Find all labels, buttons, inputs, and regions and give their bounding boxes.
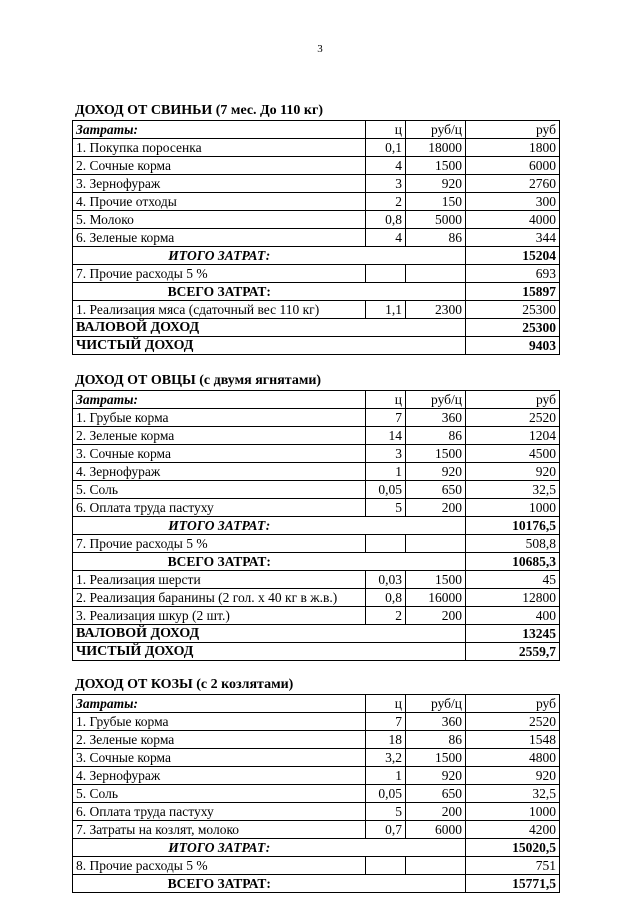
item-cell: 1. Реализация шерсти	[73, 571, 366, 589]
itogo-row	[73, 517, 560, 535]
table-row	[73, 499, 560, 517]
table-row	[73, 731, 560, 749]
header-sum-cell: руб	[466, 391, 560, 409]
vsego-row	[73, 283, 560, 301]
sheep-income-table	[72, 390, 560, 661]
sum-cell: 1000	[466, 499, 560, 517]
table-row	[73, 803, 560, 821]
bold-row	[73, 643, 560, 661]
price-cell	[406, 857, 466, 875]
item-cell: 4. Зернофураж	[73, 767, 366, 785]
quantity-cell: 3	[366, 445, 406, 463]
sum-cell: 9403	[466, 337, 560, 355]
sum-cell: 15204	[466, 247, 560, 265]
bold-row	[73, 319, 560, 337]
quantity-cell	[366, 839, 406, 857]
price-cell: 200	[406, 803, 466, 821]
sum-cell: 1800	[466, 139, 560, 157]
item-cell: 3. Зернофураж	[73, 175, 366, 193]
price-cell: 360	[406, 409, 466, 427]
page-number: 3	[317, 43, 323, 55]
item-cell: 4. Прочие отходы	[73, 193, 366, 211]
quantity-cell: 4	[366, 229, 406, 247]
price-cell: 920	[406, 767, 466, 785]
price-cell	[406, 319, 466, 337]
pig-income-table	[72, 120, 560, 355]
header-price-cell: руб/ц	[406, 121, 466, 139]
sum-cell: 920	[466, 767, 560, 785]
table-row	[73, 713, 560, 731]
price-cell: 86	[406, 229, 466, 247]
table-row	[73, 139, 560, 157]
table-row	[73, 821, 560, 839]
sum-cell: 15771,5	[466, 875, 560, 893]
item-cell: 6. Оплата труда пастуху	[73, 803, 366, 821]
price-cell	[406, 875, 466, 893]
item-cell: 3. Сочные корма	[73, 445, 366, 463]
sum-cell: 15897	[466, 283, 560, 301]
table-row	[73, 785, 560, 803]
table-header-row	[73, 695, 560, 713]
price-cell: 1500	[406, 157, 466, 175]
price-cell: 5000	[406, 211, 466, 229]
item-cell: 8. Прочие расходы 5 %	[73, 857, 366, 875]
table-row	[73, 445, 560, 463]
quantity-cell	[366, 283, 406, 301]
sum-cell: 344	[466, 229, 560, 247]
sum-cell: 32,5	[466, 785, 560, 803]
price-cell: 360	[406, 713, 466, 731]
sum-cell: 45	[466, 571, 560, 589]
item-cell: ВСЕГО ЗАТРАТ:	[73, 875, 366, 893]
quantity-cell	[366, 319, 406, 337]
item-cell: 7. Прочие расходы 5 %	[73, 265, 366, 283]
table-row	[73, 463, 560, 481]
quantity-cell: 1	[366, 463, 406, 481]
price-cell: 200	[406, 499, 466, 517]
quantity-cell	[366, 857, 406, 875]
quantity-cell: 7	[366, 409, 406, 427]
price-cell	[406, 247, 466, 265]
item-cell: ВСЕГО ЗАТРАТ:	[73, 553, 366, 571]
quantity-cell	[366, 643, 406, 661]
item-cell: 2. Реализация баранины (2 гол. х 40 кг в ж.в.)	[73, 589, 366, 607]
item-cell: ИТОГО ЗАТРАТ:	[73, 517, 366, 535]
table-row	[73, 589, 560, 607]
quantity-cell: 1	[366, 767, 406, 785]
price-cell	[406, 625, 466, 643]
price-cell: 2300	[406, 301, 466, 319]
section-title: ДОХОД ОТ КОЗЫ (с 2 козлятами)	[75, 677, 294, 692]
itogo-row	[73, 247, 560, 265]
table-row	[73, 193, 560, 211]
header-sum-cell: руб	[466, 695, 560, 713]
header-quantity-cell: ц	[366, 695, 406, 713]
quantity-cell: 5	[366, 499, 406, 517]
table-row	[73, 211, 560, 229]
header-sum-cell: руб	[466, 121, 560, 139]
price-cell	[406, 265, 466, 283]
header-item-cell: Затраты:	[73, 391, 366, 409]
price-cell: 920	[406, 175, 466, 193]
price-cell: 1500	[406, 445, 466, 463]
quantity-cell	[366, 517, 406, 535]
item-cell: 5. Соль	[73, 481, 366, 499]
price-cell	[406, 535, 466, 553]
price-cell: 1500	[406, 571, 466, 589]
vsego-row	[73, 553, 560, 571]
price-cell: 920	[406, 463, 466, 481]
table-row	[73, 857, 560, 875]
item-cell: ЧИСТЫЙ ДОХОД	[73, 643, 366, 661]
itogo-row	[73, 839, 560, 857]
quantity-cell	[366, 337, 406, 355]
goat-income-table	[72, 694, 560, 893]
sum-cell: 10176,5	[466, 517, 560, 535]
price-cell	[406, 283, 466, 301]
section-title: ДОХОД ОТ СВИНЬИ (7 мес. До 110 кг)	[75, 103, 323, 118]
table-row	[73, 535, 560, 553]
quantity-cell: 14	[366, 427, 406, 445]
table-row	[73, 301, 560, 319]
sum-cell: 4800	[466, 749, 560, 767]
quantity-cell: 0,03	[366, 571, 406, 589]
item-cell: 3. Реализация шкур (2 шт.)	[73, 607, 366, 625]
header-quantity-cell: ц	[366, 391, 406, 409]
table-row	[73, 767, 560, 785]
table-row	[73, 749, 560, 767]
item-cell: 5. Соль	[73, 785, 366, 803]
table-row	[73, 175, 560, 193]
sum-cell: 6000	[466, 157, 560, 175]
sum-cell: 15020,5	[466, 839, 560, 857]
sum-cell: 32,5	[466, 481, 560, 499]
sum-cell: 1204	[466, 427, 560, 445]
item-cell: 7. Прочие расходы 5 %	[73, 535, 366, 553]
item-cell: 2. Зеленые корма	[73, 731, 366, 749]
price-cell: 6000	[406, 821, 466, 839]
quantity-cell: 3,2	[366, 749, 406, 767]
quantity-cell	[366, 553, 406, 571]
sum-cell: 2520	[466, 713, 560, 731]
sum-cell: 300	[466, 193, 560, 211]
item-cell: 7. Затраты на козлят, молоко	[73, 821, 366, 839]
item-cell: ВСЕГО ЗАТРАТ:	[73, 283, 366, 301]
sum-cell: 1548	[466, 731, 560, 749]
price-cell: 650	[406, 481, 466, 499]
quantity-cell	[366, 875, 406, 893]
quantity-cell: 0,8	[366, 211, 406, 229]
sum-cell: 12800	[466, 589, 560, 607]
price-cell: 86	[406, 731, 466, 749]
quantity-cell	[366, 265, 406, 283]
sum-cell: 4000	[466, 211, 560, 229]
item-cell: ЧИСТЫЙ ДОХОД	[73, 337, 366, 355]
item-cell: 6. Зеленые корма	[73, 229, 366, 247]
item-cell: ВАЛОВОЙ ДОХОД	[73, 319, 366, 337]
sum-cell: 693	[466, 265, 560, 283]
quantity-cell: 0,05	[366, 785, 406, 803]
item-cell: 4. Зернофураж	[73, 463, 366, 481]
table-row	[73, 427, 560, 445]
quantity-cell: 2	[366, 193, 406, 211]
price-cell: 16000	[406, 589, 466, 607]
price-cell: 86	[406, 427, 466, 445]
item-cell: ИТОГО ЗАТРАТ:	[73, 839, 366, 857]
bold-row	[73, 337, 560, 355]
section-title: ДОХОД ОТ ОВЦЫ (с двумя ягнятами)	[75, 373, 322, 388]
quantity-cell	[366, 625, 406, 643]
price-cell	[406, 337, 466, 355]
item-cell: 5. Молоко	[73, 211, 366, 229]
table-row	[73, 229, 560, 247]
table-header-row	[73, 121, 560, 139]
table-header-row	[73, 391, 560, 409]
table-row	[73, 481, 560, 499]
table-row	[73, 607, 560, 625]
quantity-cell: 5	[366, 803, 406, 821]
sum-cell: 1000	[466, 803, 560, 821]
price-cell: 650	[406, 785, 466, 803]
quantity-cell: 0,8	[366, 589, 406, 607]
sum-cell: 13245	[466, 625, 560, 643]
sum-cell: 2559,7	[466, 643, 560, 661]
header-item-cell: Затраты:	[73, 121, 366, 139]
quantity-cell	[366, 247, 406, 265]
item-cell: 1. Реализация мяса (сдаточный вес 110 кг)	[73, 301, 366, 319]
header-item-cell: Затраты:	[73, 695, 366, 713]
price-cell: 18000	[406, 139, 466, 157]
goat-income-section	[72, 677, 559, 893]
price-cell	[406, 553, 466, 571]
quantity-cell: 4	[366, 157, 406, 175]
sum-cell: 920	[466, 463, 560, 481]
item-cell: ИТОГО ЗАТРАТ:	[73, 247, 366, 265]
sum-cell: 4500	[466, 445, 560, 463]
bold-row	[73, 625, 560, 643]
price-cell	[406, 517, 466, 535]
price-cell	[406, 839, 466, 857]
table-row	[73, 409, 560, 427]
quantity-cell	[366, 535, 406, 553]
sum-cell: 25300	[466, 301, 560, 319]
vsego-row	[73, 875, 560, 893]
sum-cell: 2520	[466, 409, 560, 427]
sum-cell: 400	[466, 607, 560, 625]
price-cell: 1500	[406, 749, 466, 767]
item-cell: ВАЛОВОЙ ДОХОД	[73, 625, 366, 643]
item-cell: 1. Грубые корма	[73, 713, 366, 731]
sum-cell: 10685,3	[466, 553, 560, 571]
quantity-cell: 7	[366, 713, 406, 731]
sum-cell: 751	[466, 857, 560, 875]
item-cell: 1. Покупка поросенка	[73, 139, 366, 157]
sum-cell: 508,8	[466, 535, 560, 553]
table-row	[73, 571, 560, 589]
table-row	[73, 265, 560, 283]
sum-cell: 2760	[466, 175, 560, 193]
quantity-cell: 0,7	[366, 821, 406, 839]
price-cell: 200	[406, 607, 466, 625]
quantity-cell: 3	[366, 175, 406, 193]
item-cell: 6. Оплата труда пастуху	[73, 499, 366, 517]
price-cell	[406, 643, 466, 661]
item-cell: 1. Грубые корма	[73, 409, 366, 427]
quantity-cell: 1,1	[366, 301, 406, 319]
table-row	[73, 157, 560, 175]
item-cell: 3. Сочные корма	[73, 749, 366, 767]
quantity-cell: 18	[366, 731, 406, 749]
item-cell: 2. Зеленые корма	[73, 427, 366, 445]
header-price-cell: руб/ц	[406, 695, 466, 713]
sum-cell: 25300	[466, 319, 560, 337]
header-price-cell: руб/ц	[406, 391, 466, 409]
sum-cell: 4200	[466, 821, 560, 839]
header-quantity-cell: ц	[366, 121, 406, 139]
quantity-cell: 0,05	[366, 481, 406, 499]
sheep-income-section	[72, 373, 559, 661]
quantity-cell: 0,1	[366, 139, 406, 157]
price-cell: 150	[406, 193, 466, 211]
item-cell: 2. Сочные корма	[73, 157, 366, 175]
quantity-cell: 2	[366, 607, 406, 625]
pig-income-section	[72, 103, 559, 355]
